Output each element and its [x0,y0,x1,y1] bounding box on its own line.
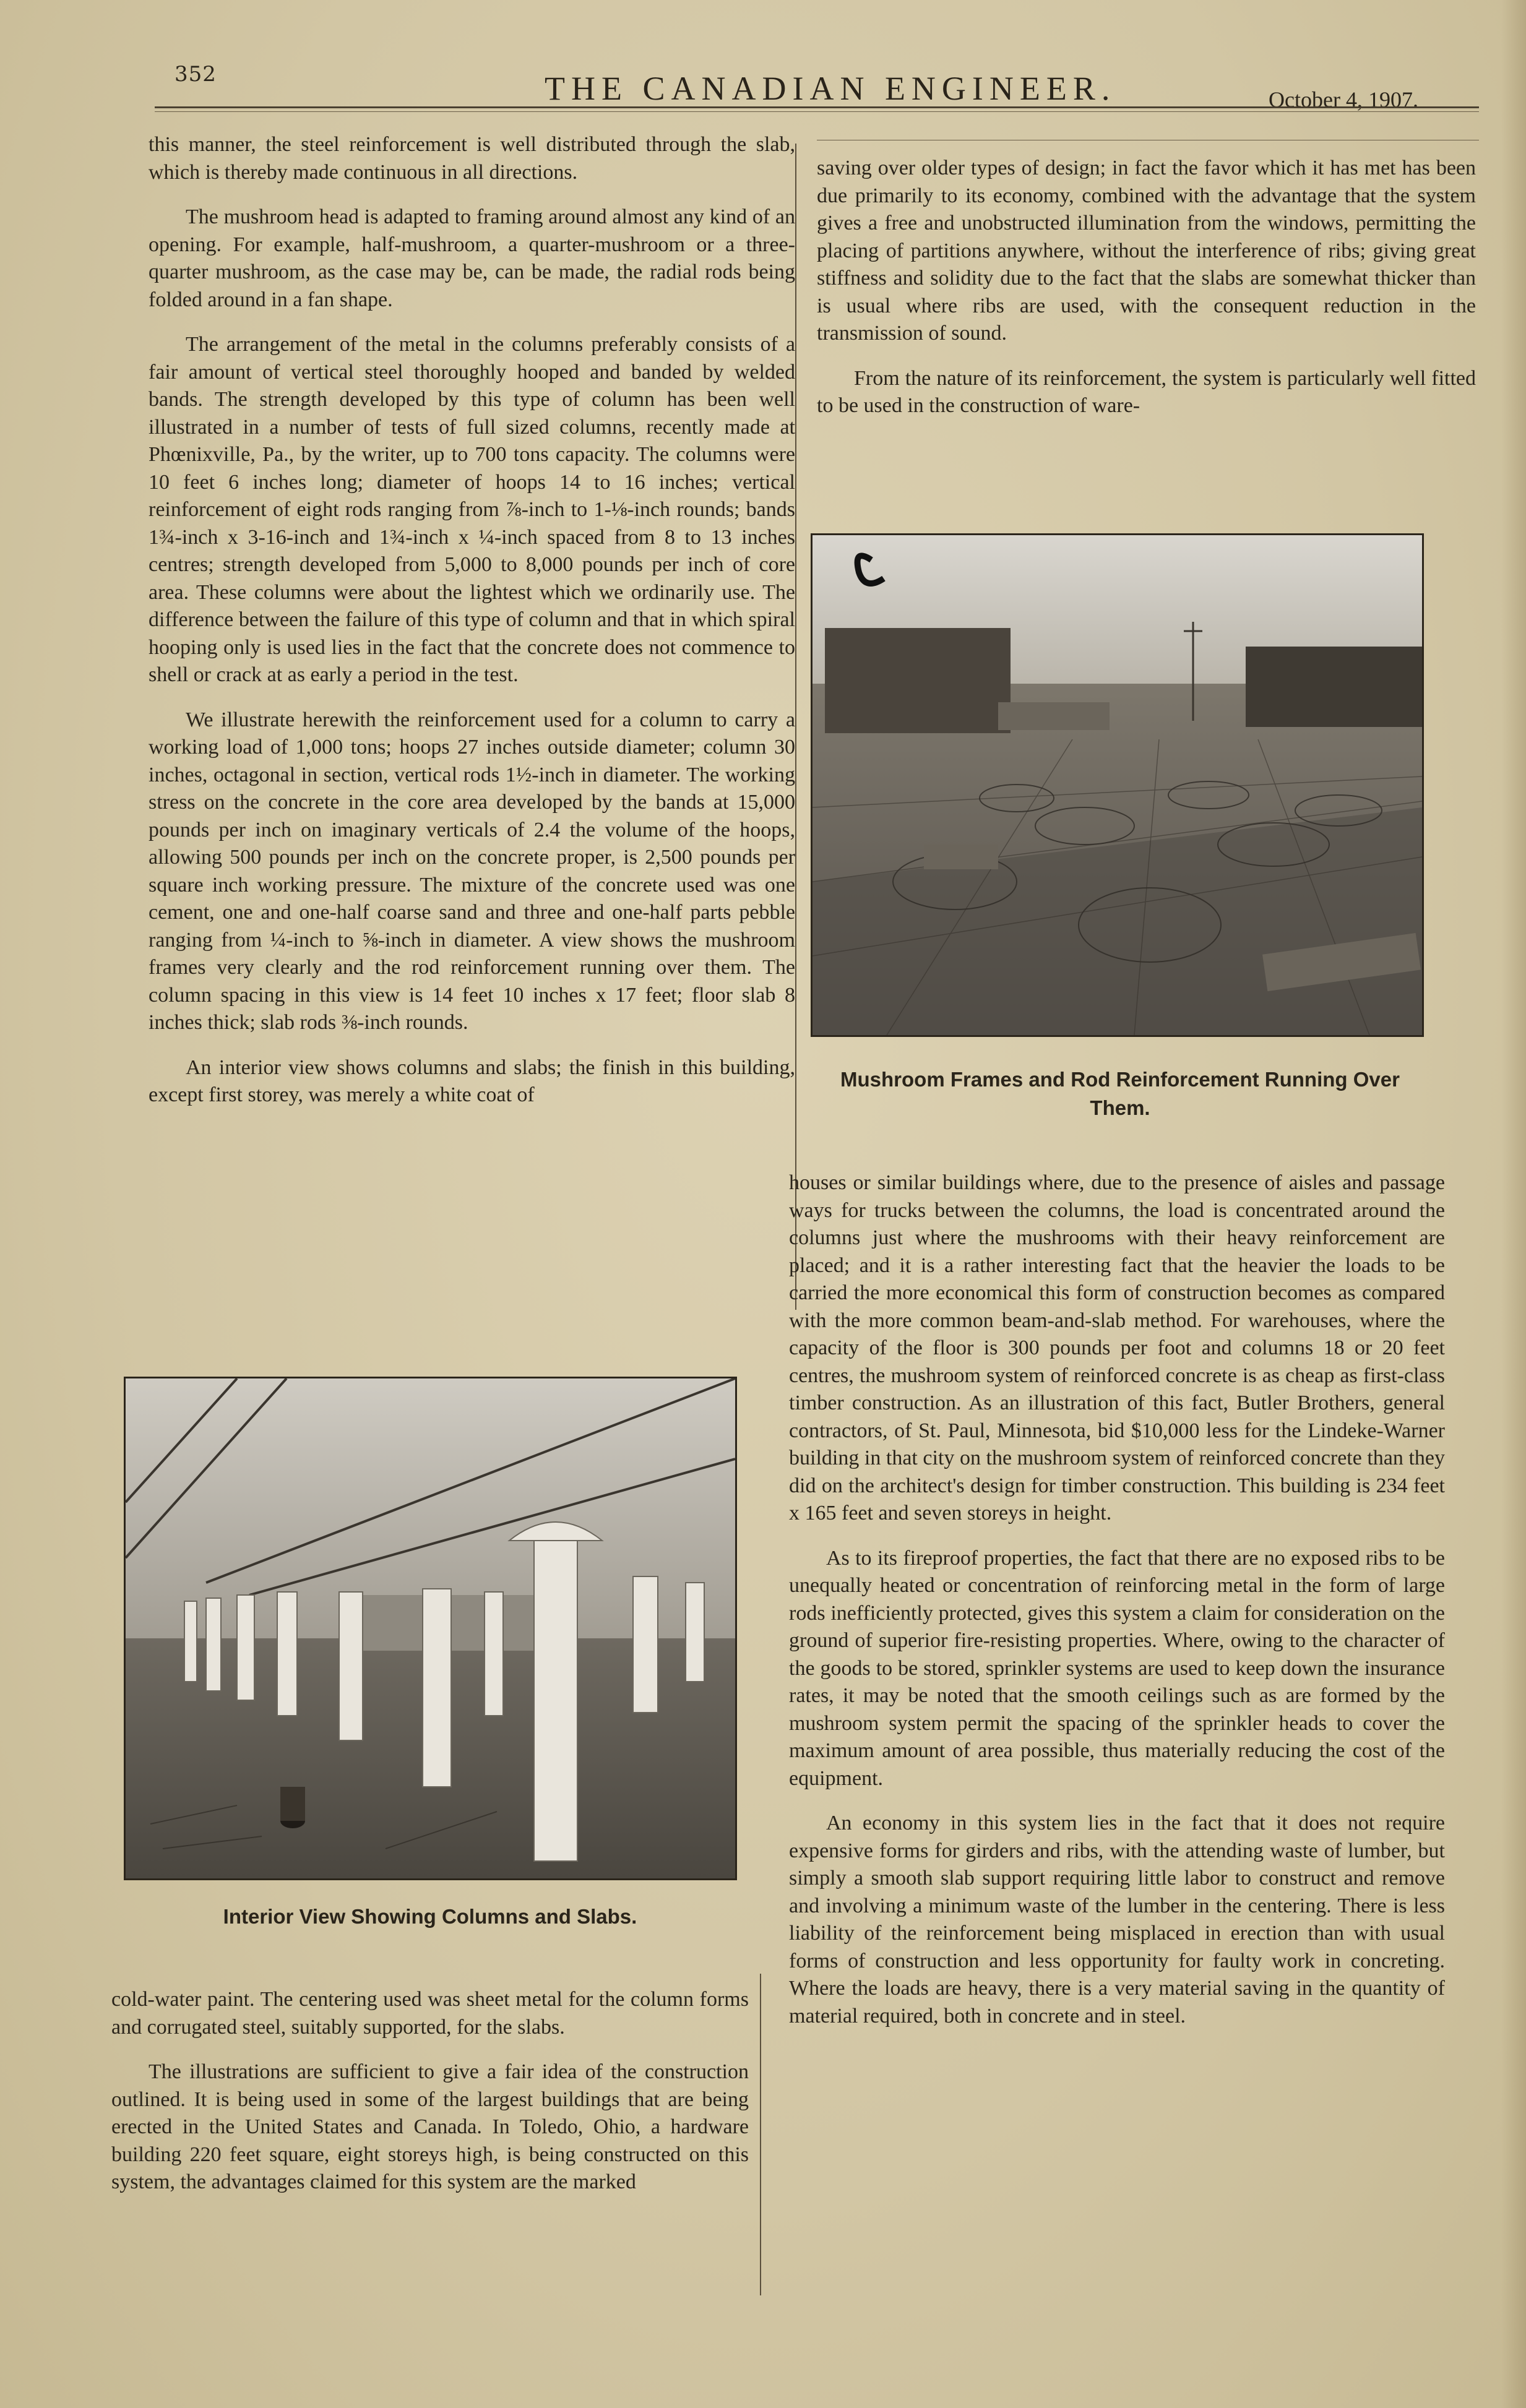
article-column-left-lower [111,1986,749,2214]
paragraph: An interior view shows columns and slabs; the finish in this building, except first storey, was merely a white coat of [149,1056,795,1106]
page-edge-shading [1501,0,1526,2408]
figure-caption-2: Interior View Showing Columns and Slabs. [223,1905,637,1928]
issue-date: October 4, 1907. [1269,87,1418,112]
paragraph: cold-water paint. The centering used was sheet metal for the column forms and corrugated steel, suitably supported, for the slabs. [111,1988,749,2039]
article-column-right [817,155,1476,437]
column-divider [795,144,796,1310]
paragraph: houses or similar buildings where, due to the presence of aisles and passage ways for trucks between the columns, the load is concentrated around the columns just where the mushrooms with their heavy reinforcement are placed; and it is a rather interesting fact that the heavier the loads to be carried the more economical this form of construction becomes as compared with the more common beam-and-slab method. For warehouses, where the capacity of the floor is 300 pounds per foot and columns 18 or 20 feet centres, the mushroom system of reinforced concrete is as cheap as first-class timber construction. As an illustration of this fact, Butler Brothers, general contractors, of St. Paul, Minnesota, bid $10,000 less for the Lindeke-Warner building in that city on the mushroom system of reinforced concrete than they did on the architect's design for timber construction. This building is 234 feet x 165 feet and seven storeys in height. [789,1171,1445,1524]
article-column-left [149,131,795,1127]
interior-view-photo [124,1377,737,1880]
mushroom-frames-photo [811,533,1424,1037]
paragraph: The illustrations are sufficient to give a fair idea of the construction outlined. It is being used in some of the largest buildings that are being erected in the United States and Canada. In Toledo, Ohio, a hardware building 220 feet square, eight storeys high, is being constructed on this system, the advantages claimed for this system are the marked [111,2060,749,2193]
paragraph: The mushroom head is adapted to framing around almost any kind of an opening. For example, half-mushroom, a quarter-mushroom or a three-quarter mushroom, as the case may be, can be made, the radial rods being folded around in a fan shape. [149,205,795,311]
header-rule-thin [155,111,1479,112]
journal-title: THE CANADIAN ENGINEER. [545,70,1116,107]
figure-caption-1: Mushroom Frames and Rod Reinforcement Running Over Them. [840,1068,1400,1119]
paragraph: From the nature of its reinforcement, the system is particularly well fitted to be used in the construction of ware- [817,366,1476,417]
paragraph: As to its fireproof properties, the fact that there are no exposed ribs to be unequally heated or concentration of reinforcing metal in the form of large rods inefficiently protected, gives this system a claim for consideration on the ground of superior fire-resisting properties. Where, owing to the character of the goods to be stored, sprinkler systems are used to keep down the insurance rates, it may be noted that the smooth ceilings such as are formed by the mushroom system permit the spacing of the sprinkler heads to cover the maximum amount of area possible, thus materially reducing the cost of the equipment. [789,1546,1445,1790]
paragraph: this manner, the steel reinforcement is well distributed through the slab, which is thereby made continuous in all directions. [149,133,795,184]
header-rule [155,106,1479,108]
paragraph: The arrangement of the metal in the columns preferably consists of a fair amount of vertical steel thoroughly hooped and banded by welded bands. The strength developed by this type of column has been well illustrated in a number of tests of full sized columns, recently made at Phœnixville, Pa., by the writer, up to 700 tons capacity. The columns were 10 feet 6 inches long; diameter of hoops 14 to 16 inches; vertical reinforcement of eight rods ranging from ⅞-inch to 1-⅛-inch rounds; bands 1¾-inch x 3-16-inch and 1¾-inch x ¼-inch spaced from 8 to 13 inches centres; strength developed from 5,000 to 8,000 pounds per inch of core area. These columns were about the lightest which we ordinarily use. The difference between the failure of this type of column and that in which spiral hooping only is used lies in the fact that the concrete does not commence to shell or crack at as early a period in the test. [149,333,795,686]
page-number: 352 [175,62,217,87]
paragraph: saving over older types of design; in fact the favor which it has met has been due primarily to its economy, combined with the advantage that the system gives a free and unobstructed illumination from the windows, permitting the placing of partitions anywhere, without the interference of ribs; giving great stiffness and solidity due to the fact that the slabs are somewhat thicker than is usual where ribs are used, with the consequent reduction in the transmission of sound. [817,157,1476,345]
article-column-right-lower [789,1169,1445,2047]
column-divider-lower [760,1974,761,2295]
paragraph: An economy in this system lies in the fact that it does not require expensive forms for girders and ribs, with the attending waste of lumber, but simply a smooth slab support requiring little labor to construct and remove and involving a minimum waste of the lumber in the centering. There is less liability of the reinforcement being misplaced in erection than with usual forms of construction and less opportunity for faulty work in concreting. Where the loads are heavy, there is a very material saving in the quantity of material required, both in concrete and in steel. [789,1812,1445,2027]
paragraph: We illustrate herewith the reinforcement used for a column to carry a working load of 1,000 tons; hoops 27 inches outside diameter; column 30 inches, octagonal in section, vertical rods 1½-inch in diameter. The working stress on the concrete in the core area developed by the bands at 15,000 pounds per inch on imaginary verticals of 2.4 the volume of the hoops, allowing 500 pounds per inch on the concrete proper, is 2,500 pounds per square inch working pressure. The mixture of the concrete used was one cement, one and one-half coarse sand and three and one-half parts pebble ranging from ¼-inch to ⅝-inch in diameter. A view shows the mushroom frames very clearly and the rod reinforcement running over them. The column spacing in this view is 14 feet 10 inches x 17 feet; floor slab 8 inches thick; slab rods ⅜-inch rounds. [149,708,795,1034]
